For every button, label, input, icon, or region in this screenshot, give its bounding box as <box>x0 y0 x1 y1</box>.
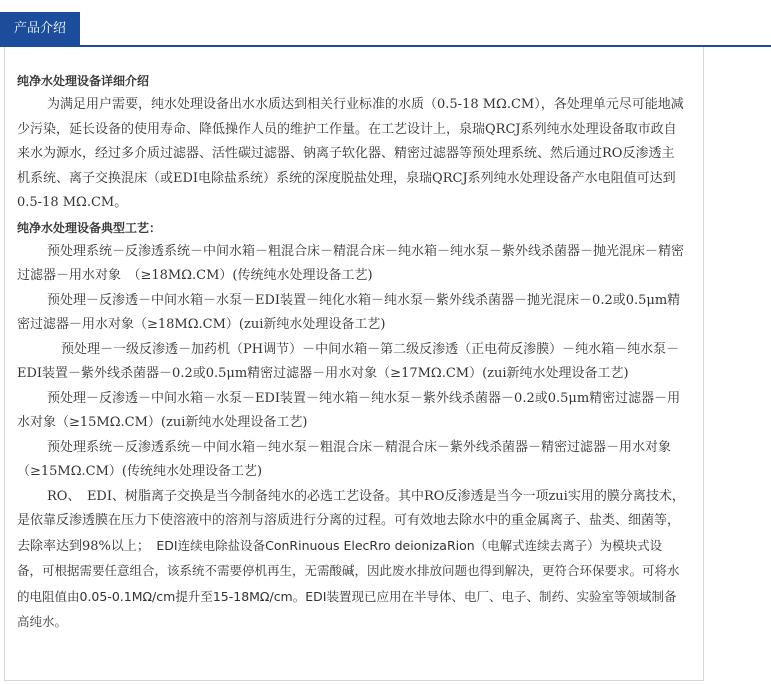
process-line-1: 预处理系统－反渗透系统－中间水箱－粗混合床－精混合床－纯水箱－纯水泵－紫外线杀菌器－抛光混床－精密过滤器－用水对象 （≥18MΩ.CM）(传统纯水处理设备工艺) <box>17 243 685 283</box>
ro-edi-paragraph <box>17 485 685 636</box>
process-line-5: 预处理系统－反渗透系统－中间水箱－纯水泵－粗混合床－精混合床－紫外线杀菌器－精密过滤器－用水对象 （≥15MΩ.CM）(传统纯水处理设备工艺) <box>17 439 685 479</box>
process-line-2: 预处理－反渗透－中间水箱－水泵－EDI装置－纯化水箱－纯水泵－紫外线杀菌器－抛光混床－0.2或0.5μm精密过滤器－用水对象（≥18MΩ.CM）(zui新纯水处理设备工艺) <box>17 292 681 332</box>
process-line-3: 预处理－一级反渗透－加药机（PH调节）－中间水箱－第二级反渗透（正电荷反渗膜）－纯水箱－纯水泵－EDI装置－紫外线杀菌器－0.2或0.5μm精密过滤器－用水对象（≥17MΩ.CM）(zui新纯水处理设备工艺) <box>17 341 680 381</box>
tab-bar <box>0 12 771 47</box>
section-heading-process: 纯净水处理设备典型工艺： <box>17 220 162 235</box>
tab-product-intro[interactable]: 产品介绍 <box>0 12 80 45</box>
edi-description-text: EDI连续电除盐设备ConRinuous ElecRro deionizaRion（电解式连续去离子）为模块式设备，可根据需要任意组合，该系统不需要停机再生，无需酸碱，因此废水排放问题也得到解决，更符合环保要求。可将水的电阻值由0.05-0.1MΩ/cm提升至15-18MΩ/cm。EDI装置现已应用在半导体、电厂、电子、制药、实验室等领域制备高纯水。 <box>17 537 680 629</box>
section-heading-intro: 纯净水处理设备详细介绍 <box>17 74 150 88</box>
ro-edi-text: RO、 EDI、树脂离子交换是当今制备纯水的必选工艺设备。其中RO反渗透是当今一项zui实用的膜分离技术，是依靠反渗透膜在压力下使溶液中的溶剂与溶质进行分离的过程。可有效地去除水中的重金属离子、盐类、细菌等，去除率达到98%以上； <box>17 488 685 554</box>
article-body <box>17 69 685 636</box>
content-panel <box>4 47 704 681</box>
intro-paragraph: 为满足用户需要，纯水处理设备出水水质达到相关行业标准的水质（0.5-18 MΩ.CM），各处理单元尽可能地减少污染，延长设备的使用寿命、降低操作人员的维护工作量。在工艺设计上，泉瑞QRCJ系列纯水处理设备取市政自来水为源水，经过多介质过滤器、活性碳过滤器、钠离子软化器、精密过滤器等预处理系统、然后通过RO反渗透主机系统、离子交换混床（或EDI电除盐系统）系统的深度脱盐处理，泉瑞QRCJ系列纯水处理设备产水电阻值可达到0.5-18 MΩ.CM。 <box>17 97 684 210</box>
process-line-4: 预处理－反渗透－中间水箱－水泵－EDI装置－纯水箱－纯水泵－紫外线杀菌器－0.2或0.5μm精密过滤器－用水对象（≥15MΩ.CM）(zui新纯水处理设备工艺) <box>17 390 681 430</box>
